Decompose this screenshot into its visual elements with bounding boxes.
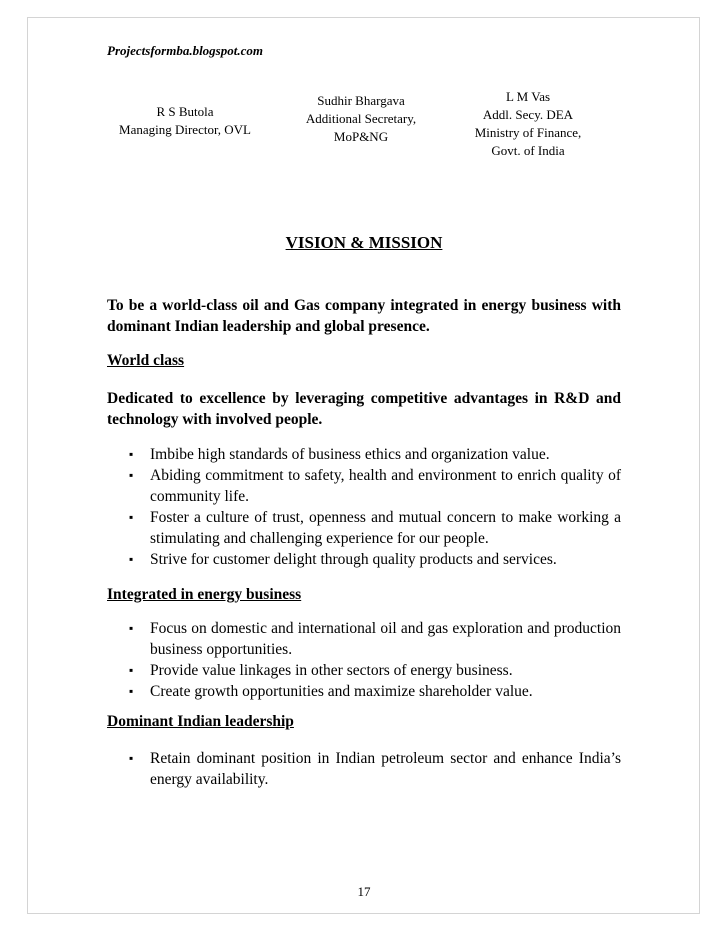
square-bullet-icon: ▪ (129, 552, 134, 566)
section-heading-dominant: Dominant Indian leadership (107, 713, 294, 730)
square-bullet-icon: ▪ (129, 621, 134, 635)
section-heading-integrated: Integrated in energy business (107, 586, 302, 603)
bullet-list-dominant (107, 748, 621, 790)
list-item: ▪ Provide value linkages in other sectors of energy business. (129, 662, 513, 679)
vision-statement: To be a world-class oil and Gas company integrated in energy business with dominant Indian leadership and global presence. (107, 297, 621, 335)
signatory-butola (110, 103, 260, 139)
list-item: ▪ Strive for customer delight through quality products and services. (129, 551, 557, 568)
list-item: ▪ Create growth opportunities and maximize shareholder value. (129, 683, 533, 700)
square-bullet-icon: ▪ (129, 468, 134, 482)
signatory-title: Managing Director, OVL (119, 122, 251, 137)
bullet-list-world-class (107, 444, 621, 570)
signatory-name: R S Butola (156, 104, 214, 119)
square-bullet-icon: ▪ (129, 684, 134, 698)
list-item: ▪ Focus on domestic and international oil and gas exploration and production business opportunities. (129, 620, 621, 658)
signatory-org: Ministry of Finance, (474, 125, 582, 140)
list-item: ▪ Abiding commitment to safety, health and environment to enrich quality of community life. (129, 467, 621, 505)
square-bullet-icon: ▪ (129, 510, 134, 524)
signatory-title: Additional Secretary, (305, 111, 417, 126)
bullet-list-integrated (107, 618, 621, 702)
section-heading-world-class: World class (107, 352, 185, 369)
list-item: ▪ Retain dominant position in Indian petroleum sector and enhance India’s energy availability. (129, 750, 621, 788)
square-bullet-icon: ▪ (129, 751, 134, 765)
signatory-org: MoP&NG (333, 129, 389, 144)
document-body (107, 295, 621, 790)
section-intro-world-class: Dedicated to excellence by leveraging competitive advantages in R&D and technology with involved people. (107, 390, 621, 428)
page-title-text: VISION & MISSION (285, 233, 443, 252)
list-item: ▪ Foster a culture of trust, openness and mutual concern to make working a stimulating and challenging experience for our people. (129, 509, 621, 547)
signatory-title: Addl. Secy. DEA (482, 107, 574, 122)
signatory-name: Sudhir Bhargava (317, 93, 405, 108)
page-title (0, 233, 728, 253)
site-header: Projectsformba.blogspot.com (107, 43, 263, 58)
signatory-vas (460, 88, 596, 160)
signatory-name: L M Vas (505, 89, 551, 104)
list-item: ▪ Imbibe high standards of business ethics and organization value. (129, 446, 550, 463)
square-bullet-icon: ▪ (129, 663, 134, 677)
signatory-gov: Govt. of India (491, 143, 565, 158)
square-bullet-icon: ▪ (129, 447, 134, 461)
page-number: 17 (357, 884, 371, 899)
signatory-bhargava (293, 92, 429, 146)
